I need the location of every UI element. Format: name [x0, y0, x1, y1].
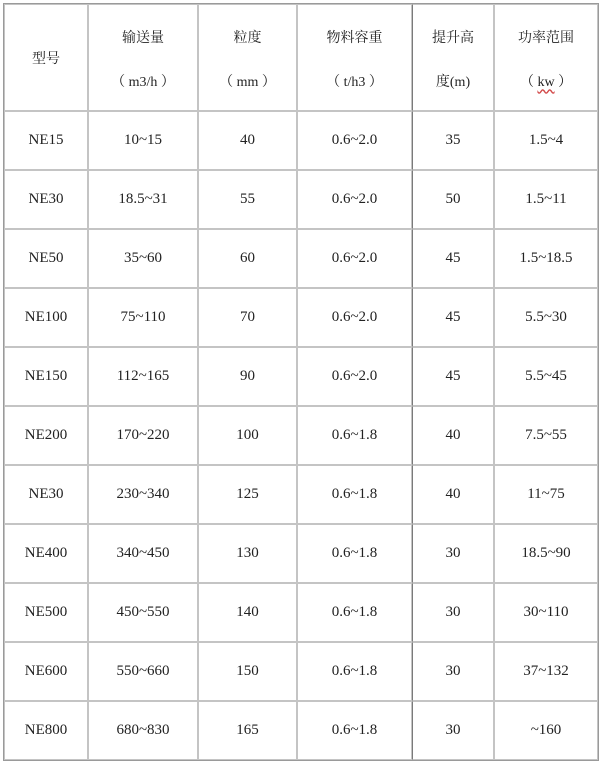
header-capacity-unit: （ m3/h ）	[111, 74, 175, 90]
cell-capacity: 680~830	[88, 701, 198, 760]
cell-power-range: 1.5~11	[494, 170, 598, 229]
cell-bulk-density: 0.6~1.8	[297, 642, 412, 701]
cell-bulk-density: 0.6~1.8	[297, 583, 412, 642]
cell-particle-size: 100	[198, 406, 297, 465]
header-lift-height-label: 提升高	[432, 29, 474, 46]
table-row	[4, 288, 598, 347]
cell-capacity: 112~165	[88, 347, 198, 406]
cell-particle-size: 150	[198, 642, 297, 701]
cell-particle-size: 125	[198, 465, 297, 524]
cell-bulk-density: 0.6~2.0	[297, 111, 412, 170]
cell-power-range: ~160	[494, 701, 598, 760]
header-row	[4, 4, 598, 111]
header-particle-size-unit: （ mm ）	[219, 74, 276, 90]
table-row	[4, 347, 598, 406]
cell-particle-size: 70	[198, 288, 297, 347]
cell-bulk-density: 0.6~2.0	[297, 347, 412, 406]
header-model-label: 型号	[32, 50, 60, 67]
table-row	[4, 524, 598, 583]
cell-model: NE600	[4, 642, 88, 701]
table-row	[4, 406, 598, 465]
cell-model: NE150	[4, 347, 88, 406]
header-capacity	[88, 4, 198, 111]
cell-model: NE800	[4, 701, 88, 760]
cell-bulk-density: 0.6~2.0	[297, 170, 412, 229]
table-row	[4, 465, 598, 524]
cell-capacity: 35~60	[88, 229, 198, 288]
cell-lift-height: 35	[412, 111, 494, 170]
header-particle-size	[198, 4, 297, 111]
cell-power-range: 5.5~45	[494, 347, 598, 406]
cell-bulk-density: 0.6~2.0	[297, 229, 412, 288]
header-lift-height	[412, 4, 494, 111]
table-row	[4, 583, 598, 642]
cell-power-range: 30~110	[494, 583, 598, 642]
cell-power-range: 5.5~30	[494, 288, 598, 347]
cell-model: NE30	[4, 170, 88, 229]
header-power-range	[494, 4, 598, 111]
cell-lift-height: 30	[412, 642, 494, 701]
table-row	[4, 170, 598, 229]
cell-lift-height: 40	[412, 406, 494, 465]
cell-capacity: 170~220	[88, 406, 198, 465]
header-bulk-density	[297, 4, 412, 111]
cell-bulk-density: 0.6~1.8	[297, 701, 412, 760]
cell-capacity: 340~450	[88, 524, 198, 583]
cell-bulk-density: 0.6~2.0	[297, 288, 412, 347]
cell-particle-size: 140	[198, 583, 297, 642]
cell-lift-height: 40	[412, 465, 494, 524]
cell-bulk-density: 0.6~1.8	[297, 524, 412, 583]
cell-bulk-density: 0.6~1.8	[297, 406, 412, 465]
cell-particle-size: 90	[198, 347, 297, 406]
header-power-range-unit: （ kw ）	[519, 74, 573, 90]
cell-capacity: 450~550	[88, 583, 198, 642]
cell-particle-size: 55	[198, 170, 297, 229]
header-lift-height-unit: 度(m)	[435, 74, 471, 90]
cell-lift-height: 50	[412, 170, 494, 229]
header-capacity-label: 输送量	[122, 29, 164, 46]
cell-power-range: 1.5~4	[494, 111, 598, 170]
cell-model: NE200	[4, 406, 88, 465]
cell-capacity: 550~660	[88, 642, 198, 701]
cell-model: NE30	[4, 465, 88, 524]
table-row	[4, 642, 598, 701]
cell-lift-height: 30	[412, 583, 494, 642]
table-row	[4, 111, 598, 170]
table-row	[4, 701, 598, 760]
cell-lift-height: 30	[412, 524, 494, 583]
cell-capacity: 230~340	[88, 465, 198, 524]
cell-particle-size: 130	[198, 524, 297, 583]
cell-capacity: 18.5~31	[88, 170, 198, 229]
cell-lift-height: 45	[412, 347, 494, 406]
cell-power-range: 18.5~90	[494, 524, 598, 583]
table-row	[4, 229, 598, 288]
cell-model: NE400	[4, 524, 88, 583]
header-bulk-density-label: 物料容重	[326, 29, 383, 46]
cell-lift-height: 30	[412, 701, 494, 760]
header-bulk-density-unit: （ t/h3 ）	[326, 74, 383, 90]
cell-power-range: 11~75	[494, 465, 598, 524]
cell-lift-height: 45	[412, 288, 494, 347]
header-model	[4, 4, 88, 111]
cell-lift-height: 45	[412, 229, 494, 288]
table-body	[4, 111, 598, 760]
cell-power-range: 7.5~55	[494, 406, 598, 465]
cell-power-range: 1.5~18.5	[494, 229, 598, 288]
cell-power-range: 37~132	[494, 642, 598, 701]
cell-model: NE500	[4, 583, 88, 642]
header-power-range-label: 功率范围	[518, 29, 574, 46]
cell-model: NE100	[4, 288, 88, 347]
cell-model: NE15	[4, 111, 88, 170]
cell-particle-size: 60	[198, 229, 297, 288]
cell-particle-size: 165	[198, 701, 297, 760]
specification-table	[3, 3, 599, 761]
cell-capacity: 10~15	[88, 111, 198, 170]
cell-model: NE50	[4, 229, 88, 288]
cell-capacity: 75~110	[88, 288, 198, 347]
cell-particle-size: 40	[198, 111, 297, 170]
cell-bulk-density: 0.6~1.8	[297, 465, 412, 524]
header-particle-size-label: 粒度	[233, 29, 262, 46]
